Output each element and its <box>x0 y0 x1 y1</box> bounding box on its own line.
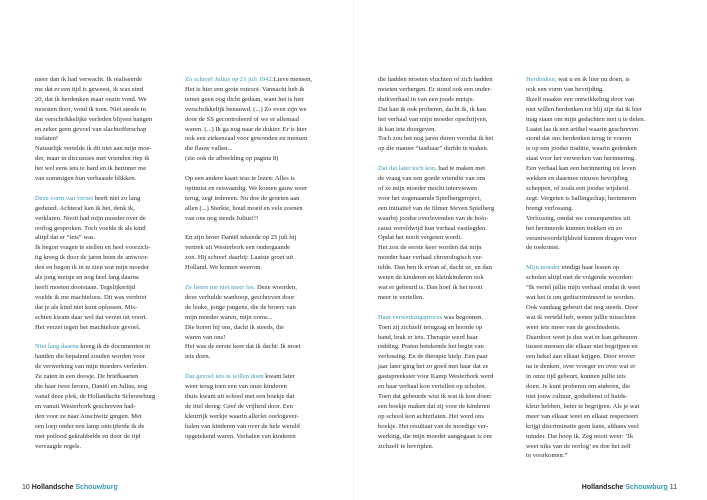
text-line: een hekel aan elkaar krijgen. Door erover <box>526 353 636 361</box>
left-page-column-1 <box>35 75 169 451</box>
text-line: optimist en reisvaardig. We komen gauw weer <box>185 184 308 192</box>
text-line: staat voor het verwerken van herinnering. <box>526 155 636 163</box>
text-line: in onze tijd gebeurt, kunnen jullie iets <box>526 373 626 381</box>
text-line: meer van elkaar weet en elkaar respecteert <box>526 412 639 420</box>
text-line: weet niks van de oorlog’ en doe het zelf <box>526 442 631 450</box>
text-line: die haar twee broers, Daniël en Julius, nog <box>35 383 148 391</box>
text-line: verschrikkelijk benauwd. (...) Zo even zijn we <box>185 105 307 113</box>
text-line: die flauw vallen... <box>185 145 233 153</box>
text-line: deze verhulde wanhoop, geschreven door <box>185 293 295 301</box>
paragraph-lead-in: Niet lang daarna <box>35 343 79 351</box>
text-line: de toekomst. <box>526 244 560 252</box>
paragraph <box>378 313 512 452</box>
text-line: krijgt discriminatie geen kans, althans veel <box>526 422 639 430</box>
text-line: heeft niet zo lang <box>93 194 141 202</box>
paragraph <box>526 75 660 253</box>
text-line: scholen altijd met de volgende woorden: <box>526 274 634 282</box>
paragraph-gap <box>378 303 512 313</box>
text-line: iets doen. <box>185 353 211 361</box>
paragraph <box>378 75 512 154</box>
text-line: verlossing. En de therapie hielp. Een paar <box>378 353 488 361</box>
text-line: Die horen bij ons, dacht ik steeds, die <box>185 323 285 331</box>
paragraph <box>35 194 169 333</box>
text-line: vanaf deze plek, de Hollandsche Schouwburg <box>35 392 156 400</box>
text-line: het verhaal van mijn moeder opschrijven, <box>378 115 488 123</box>
text-line: de vraag van een goede vriendin van ons <box>378 175 486 183</box>
right-page-number: 11 <box>669 484 677 491</box>
text-line: de verwerking van mijn moeders verleden. <box>35 363 148 371</box>
text-line: niet jouw cultuur, godsdienst of huids- <box>526 392 628 400</box>
text-line: Ook vandaag gebeurt dat nog steeds. Door <box>526 303 639 311</box>
right-footer <box>582 484 677 491</box>
text-line: boekje. Het resultaat van de moedige ver- <box>378 422 488 430</box>
text-line: Een verhaal kan een herinnering tot leven <box>526 165 636 173</box>
text-line: wat het is om gediscrimineerd te worden. <box>526 293 635 301</box>
paragraph-gap <box>185 362 319 372</box>
paragraph-lead-in: Dat gevoel iets te willen doen <box>185 373 264 381</box>
text-line: gastspreekster voor Kamp Westerbork werd <box>378 373 494 381</box>
text-line: verklaren. Nooit had mijn moeder over de <box>35 214 146 222</box>
footer-brand-part1: Hollandsche <box>31 484 74 491</box>
text-line: van ons nog steeds Julius!!! <box>185 214 259 222</box>
text-line: Verlossing, omdat we consequenties uit <box>526 214 631 222</box>
text-line: En zijn broer Daniël tekende op 25 juli bij <box>185 234 297 242</box>
text-line: (zie ook de afbeelding op pagina 8) <box>185 155 279 163</box>
paragraph-gap <box>185 273 319 283</box>
paragraph <box>378 164 512 303</box>
text-line: meer dan ik had verwacht. Ik realiseerde <box>35 76 143 83</box>
text-line: weer iets meer van de geschiedenis. <box>526 323 621 331</box>
right-page-column-2 <box>526 75 660 461</box>
text-line: 20, dat ik herdenken maar onzin vond. We <box>35 95 147 103</box>
paragraph-lead-in: Ze lieten me niet meer los. <box>185 283 256 291</box>
text-line: to voorkomen.” <box>526 452 568 460</box>
text-line: scheppen, of zoals een joodse wijsheid <box>526 184 629 192</box>
right-page-column-1 <box>378 75 512 451</box>
text-line: zichzelf te bevrijden. <box>378 442 434 450</box>
text-line: me dat er een tijd is geweest, ik was eind <box>35 85 144 93</box>
text-line: met potlood gekrabbelde en door de tijd <box>35 432 141 440</box>
text-line: of ze mijn moeder mocht interviewen <box>378 184 478 192</box>
paragraph-gap <box>35 184 169 194</box>
text-line: den en begon ik in te zien wat mijn moeder <box>35 264 150 272</box>
text-line: weten de kinderen en kleinkinderen ook <box>378 274 484 282</box>
paragraph <box>35 342 169 451</box>
paragraph-lead-in: Haar verwerkingsproces <box>378 313 443 321</box>
text-line: en haar verhaal kon vertellen op scholen. <box>378 383 487 391</box>
text-line: Daardoor weet je dus wat er kan gebeuren <box>526 333 638 341</box>
text-line: ook een ziekenzaal voor gewonden en mensen <box>185 135 308 143</box>
paragraph <box>35 75 169 184</box>
text-line: die hadden moeten vluchten of zich hadden <box>378 76 493 83</box>
text-line: als jong meisje en nog heel lang daarna <box>35 274 139 282</box>
text-line: waren van ons! <box>185 333 226 341</box>
text-line: moeder haar verhaal chronologisch ver- <box>378 254 483 262</box>
text-line: voor het zogenaamde Spielbergproject, <box>378 194 482 202</box>
text-line: door de SS gecontroleerd of we er allemaal <box>185 115 300 123</box>
text-line: Dat kan ik ook proberen, dacht ik, ik kan <box>378 105 487 113</box>
text-line: niet willen herdenken tot blij zijn dat ik hier <box>526 105 643 113</box>
text-line: na te denken, over vroeger en over wat er <box>526 363 636 371</box>
text-line: waren. (...) Ik ga nog naar de dokter. Er is hier <box>185 125 307 133</box>
paragraph-lead-in: Dat dat later toch kon, <box>378 165 437 173</box>
footer-brand-part2: Schouwburg <box>75 484 118 491</box>
paragraph-gap <box>35 333 169 343</box>
paragraph <box>185 75 319 164</box>
text-line: Lieve mensen, <box>273 76 313 83</box>
text-line: Het was de eerste keer dat ik dacht: Ik moet <box>185 343 301 351</box>
text-line: den voor ze naar Auschwitz gingen. Met <box>35 412 142 420</box>
text-line: kwam later <box>263 373 295 381</box>
text-line: was begonnen. <box>442 313 484 321</box>
text-line: geduurd. Achteraf kan ik het, denk ik, <box>35 204 135 212</box>
text-line: en zeker geen gevoel van slachtofferschap <box>35 125 147 133</box>
paragraph-gap <box>185 164 319 174</box>
text-line: Holland. We komen weerom. <box>185 264 263 272</box>
text-line: Laatst las ik een artikel waarin geschreven <box>526 125 639 133</box>
paragraph-lead-in: Deze vorm van verzet <box>35 194 94 202</box>
text-line: altijd dat er “iets” was. <box>35 234 96 242</box>
text-line: Toen dat gebeurde wist ik wat ik kon doen: <box>378 392 492 400</box>
text-line: moeten verbergen. Er stond ook een onder- <box>378 85 492 93</box>
left-page-column-2 <box>185 75 319 441</box>
text-line: redding. Praten betekende het begin van <box>378 343 484 351</box>
text-line: op school kon achterlaten. Het werd ons <box>378 412 485 420</box>
text-line: een boekje maken dat zij voor de kinderen <box>378 402 490 410</box>
text-line: schien kwam daar wel dat verzet uit voort. <box>35 313 148 321</box>
text-line: brengt verlossing. <box>526 204 574 212</box>
text-line: tussen mensen die elkaar niet begrijpen en <box>526 343 638 351</box>
text-line: kleurrijk werkje waarin allerlei oorlogsver- <box>185 412 299 420</box>
text-line: wat u en ik hier nu doen, is <box>556 76 630 83</box>
text-line: telde. Dan ben ik ervan af, dacht ze, en dan <box>378 264 492 272</box>
text-line: halen van kinderen van over de hele wereld <box>185 422 300 430</box>
text-line: een initiatief van de filmer Steven Spielberg <box>378 204 495 212</box>
text-line: het herinnerde kunnen trekken en zo <box>526 224 623 232</box>
text-line: kreeg ik de documenten in <box>78 343 151 351</box>
text-line: Ikzelf maakte een ontwikkeling door van <box>526 95 635 103</box>
text-line: wat er gebeurd is. Dan hoef ik het nooit <box>378 284 483 292</box>
text-line: wat ik verteld heb, weten jullie misschien <box>526 313 636 321</box>
footer-brand-part2-right: Schouwburg <box>625 484 668 491</box>
text-line: Opdat het nooit vergeten wordt. <box>378 234 462 242</box>
text-line: weer terug toen een van onze kinderen <box>185 383 287 391</box>
paragraph-gap <box>185 224 319 234</box>
text-line: Ik begon vragen te stellen en heel voorzich- <box>35 244 151 252</box>
text-line: Deze woorden, <box>255 283 297 291</box>
paragraph-lead-in: Mijn moeder <box>526 264 561 272</box>
text-line: vervaagde regels. <box>35 442 82 450</box>
text-line: dat je als kind niet kunt oplossen. Mis- <box>35 303 138 311</box>
text-line: werking, die mijn moeder aangegaan is om <box>378 432 492 440</box>
text-line: tig kreeg ik door de jaren heen de antwoor- <box>35 254 149 262</box>
text-line: meer te vertellen. <box>378 293 424 301</box>
text-line: het wel eens iets te hard en ik herinner me <box>35 165 147 173</box>
text-line: heeft moeten doorstaan. Tegelijkertijd <box>35 284 136 292</box>
text-line: toelaten! <box>35 135 59 143</box>
text-line: had te maken met <box>436 165 486 173</box>
text-line: Ze zaten in een doosje. De briefkaarten <box>35 373 139 381</box>
text-line: band, brak er iets. Therapie werd haar <box>378 333 478 341</box>
text-line: verantwoordelijkheid kunnen dragen voor <box>526 234 637 242</box>
text-line: Natuurlijk vertelde ik dit niet aan mijn moe- <box>35 145 152 153</box>
text-line: “Ik vertel jullie mijn verhaal omdat ik weet <box>526 284 641 292</box>
text-line: handen die bepalend zouden worden voor <box>35 353 146 361</box>
text-line: is op een joodse traditie, waarin gedenken <box>526 145 637 153</box>
text-line: voelde ik me machteloos. Dit was verdriet <box>35 293 147 301</box>
text-line: jaar later ging het zo goed met haar dat ze <box>378 363 489 371</box>
text-line: thuis kwam uit school met een boekje dat <box>185 392 295 400</box>
text-line: Op een andere kaart was te lezen: Alles is <box>185 175 295 183</box>
text-line: duikverhaal in van een joods meisje. <box>378 95 475 103</box>
text-line: doen. Je kunt proberen om anderen, die <box>526 383 630 391</box>
text-line: en vanuit Westerbork geschreven had- <box>35 402 136 410</box>
text-line: een loep onder een lamp ontcijferde ik de <box>35 422 145 430</box>
paragraph <box>185 283 319 362</box>
text-line: opgetekend waren. Verhalen van kinderen <box>185 432 296 440</box>
text-line: allen (...) Sterkte, houd moed en vele zoenen <box>185 204 303 212</box>
text-line: waarbij joodse overlevenden van de holo- <box>378 214 489 222</box>
text-line: oorlog gesproken. Toch voelde ik als kind <box>35 224 146 232</box>
text-line: minder. Dat hoop ik. Zeg nooit weer: ‘Ik <box>526 432 634 440</box>
text-line: Toch zou het nog jaren duren voordat ik het <box>378 135 494 143</box>
paragraph <box>185 233 319 273</box>
text-line: Toen zij zichzelf terugzag en hoorde op <box>378 323 483 331</box>
text-line: Het zou de eerste keer worden dat mijn <box>378 244 482 252</box>
paragraph <box>185 174 319 224</box>
paragraph <box>526 263 660 461</box>
page-gutter <box>353 0 354 500</box>
text-line: der, maar in discussies met vrienden riep ik <box>35 155 150 163</box>
text-line: caust wereldwijd hun verhaal vastlegden. <box>378 224 487 232</box>
text-line: ik kan iets doorgeven. <box>378 125 437 133</box>
text-line: op die manier “tastbaar” durfde te maken. <box>378 145 489 153</box>
text-line: mag staan om mijn gedachten met u te delen. <box>526 115 646 123</box>
paragraph-gap <box>378 154 512 164</box>
text-line: wekken en daarmee nieuwe bevrijding <box>526 175 628 183</box>
text-line: temet geen oog dicht gedaan, want het is hier <box>185 95 305 103</box>
paragraph-lead-in: Zo schreef Julius op 21 juli 1942: <box>185 76 274 83</box>
text-line: ook een vorm van bevrijding. <box>526 85 604 93</box>
text-line: Het is hier een grote rotzooi. Vannacht heb ik <box>185 85 305 93</box>
text-line: zegt: Vergeten is ballingschap, herinneren <box>526 194 637 202</box>
paragraph <box>185 372 319 441</box>
text-line: dat verschrikkelijke verleden blijven hangen <box>35 115 153 123</box>
text-line: terug, zegt iedereen. Nu doe de groeten aan <box>185 194 300 202</box>
left-page-number: 10 <box>22 484 30 491</box>
footer-brand-part1-right: Hollandsche <box>581 484 624 491</box>
left-footer <box>22 484 118 491</box>
text-line: de titel droeg: Geef de vrijheid door. Een <box>185 402 294 410</box>
text-line: eindigt haar lessen op <box>560 264 620 272</box>
text-line: van sommigen hun verbaasde blikken. <box>35 175 137 183</box>
text-line: Het verzet tegen het machteloze gevoel. <box>35 323 141 331</box>
text-line: kleur hebben, beter te begrijpen. Als je wat <box>526 402 640 410</box>
text-line: vertrek uit Westerbork een ondergaande <box>185 244 291 252</box>
paragraph-lead-in: Herdenken, <box>526 76 557 83</box>
paragraph-gap <box>526 253 660 263</box>
text-line: zon. Hij schreef daarbij: Laatste groet uit <box>185 254 294 262</box>
text-line: mijn moeder waren, mijn ooms... <box>185 313 273 321</box>
text-line: moesten door, vond ik toen. Niet steeds in <box>35 105 146 113</box>
text-line: stond dat ons herdenken terug te voeren <box>526 135 632 143</box>
text-line: de leuke, jonge jongens, die de broers van <box>185 303 296 311</box>
